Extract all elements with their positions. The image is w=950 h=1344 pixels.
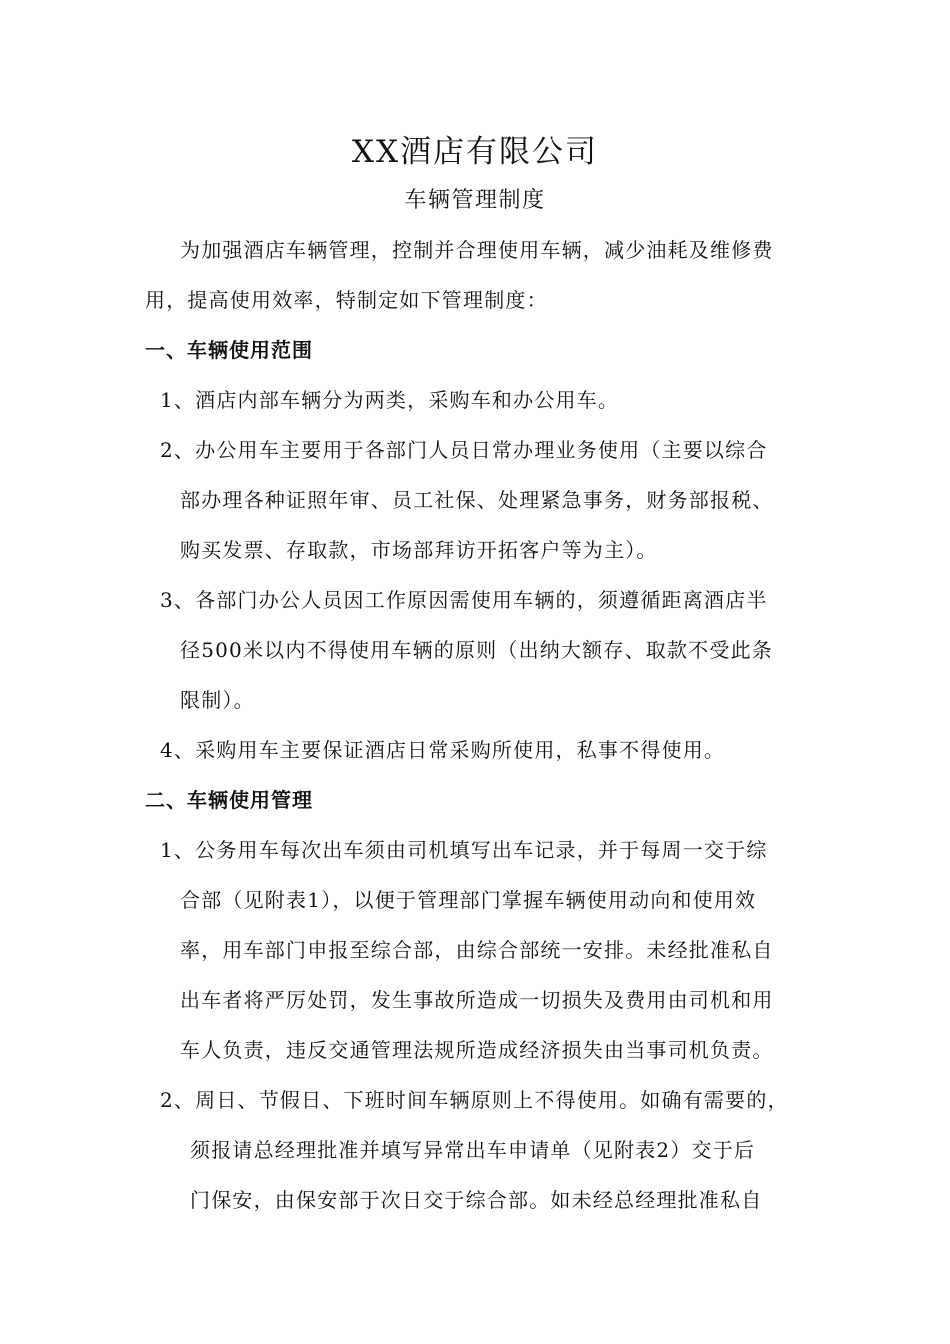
list-item-line: 门保安，由保安部于次日交于综合部。如未经总经理批准私自 xyxy=(190,1188,763,1212)
list-item-line: 部办理各种证照年审、员工社保、处理紧急事务，财务部报税、 xyxy=(180,488,774,512)
list-item-line: 限制）。 xyxy=(180,688,255,712)
list-item-line: 径500米以内不得使用车辆的原则（出纳大额存、取款不受此条 xyxy=(180,638,773,662)
intro-line: 为加强酒店车辆管理，控制并合理使用车辆，减少油耗及维修费 xyxy=(180,238,774,262)
section-heading: 二、车辆使用管理 xyxy=(145,788,313,812)
list-item-line: 1、酒店内部车辆分为两类，采购车和办公用车。 xyxy=(160,388,620,412)
document-subtitle: 车辆管理制度 xyxy=(404,188,546,213)
list-item-line: 率，用车部门申报至综合部，由综合部统一安排。未经批准私自 xyxy=(180,938,774,962)
list-item-line: 1、公务用车每次出车须由司机填写出车记录，并于每周一交于综 xyxy=(160,838,768,862)
section-heading: 一、车辆使用范围 xyxy=(145,338,313,362)
list-item-line: 合部（见附表1），以便于管理部门掌握车辆使用动向和使用效 xyxy=(180,888,757,912)
list-item-line: 3、各部门办公人员因工作原因需使用车辆的，须遵循距离酒店半 xyxy=(160,588,768,612)
list-item-line: 购买发票、存取款，市场部拜访开拓客户等为主）。 xyxy=(180,538,658,562)
intro-line: 用，提高使用效率，特制定如下管理制度： xyxy=(145,288,548,312)
list-item-line: 4、采购用车主要保证酒店日常采购所使用，私事不得使用。 xyxy=(160,738,726,762)
list-item-line: 2、办公用车主要用于各部门人员日常办理业务使用（主要以综合 xyxy=(160,438,768,462)
document-title: XX酒店有限公司 xyxy=(351,134,599,170)
list-item-line: 须报请总经理批准并填写异常出车申请单（见附表2）交于后 xyxy=(190,1138,756,1162)
list-item-line: 车人负责，违反交通管理法规所造成经济损失由当事司机负责。 xyxy=(180,1038,774,1062)
list-item-line: 2、周日、节假日、下班时间车辆原则上不得使用。如确有需要的， xyxy=(160,1088,789,1112)
list-item-line: 出车者将严厉处罚，发生事故所造成一切损失及费用由司机和用 xyxy=(180,988,774,1012)
